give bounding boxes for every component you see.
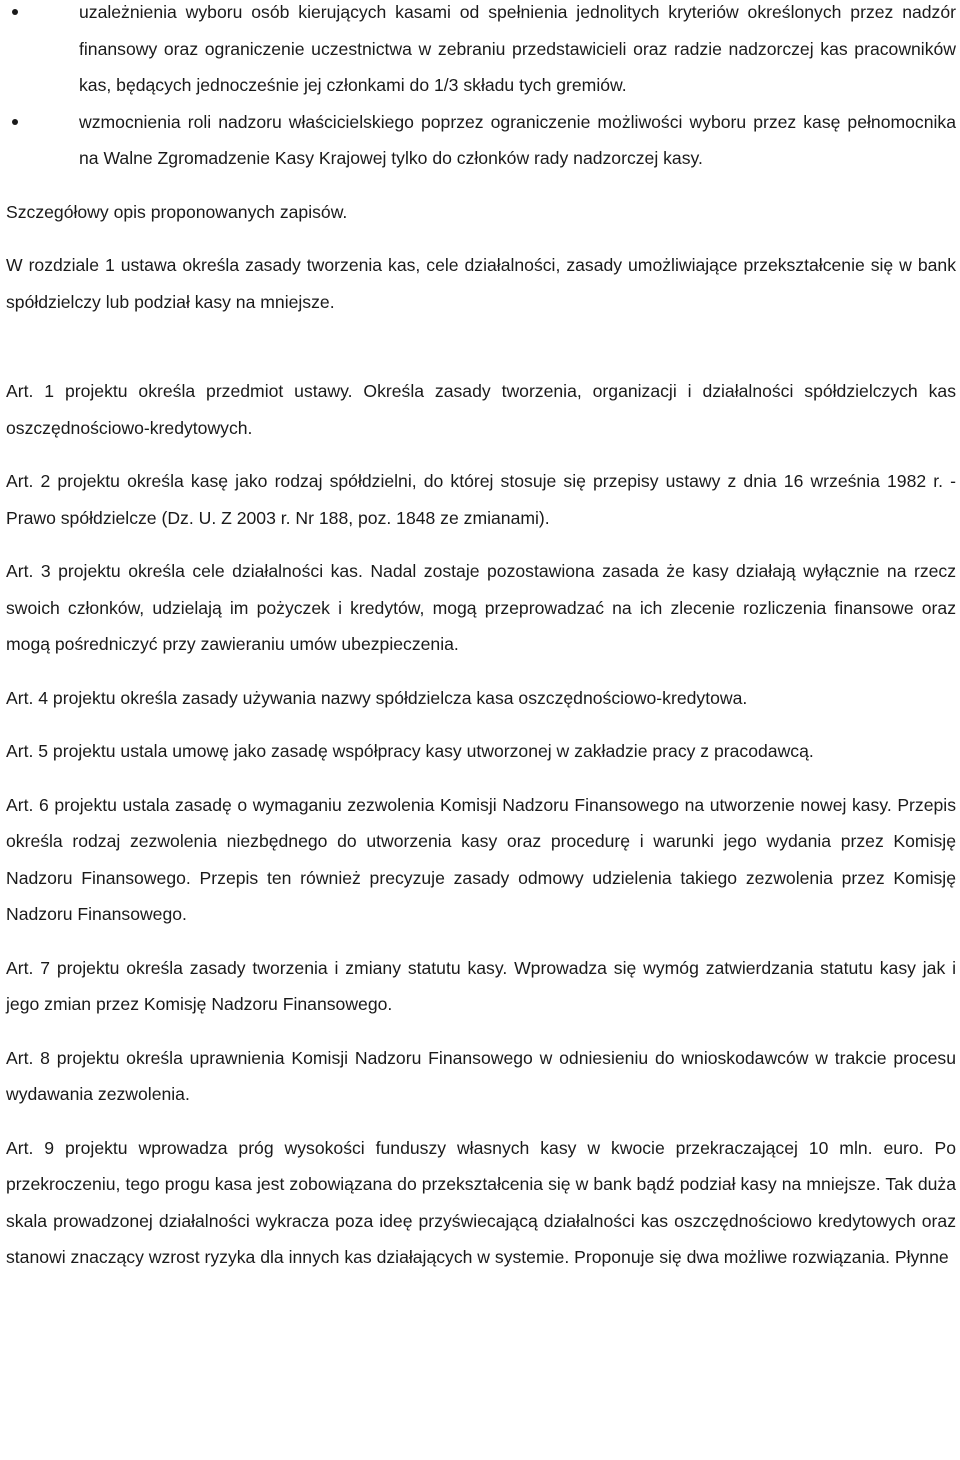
section-heading: Szczegółowy opis proponowanych zapisów. [6,201,348,222]
article-paragraph: Art. 2 projektu określa kasę jako rodzaj spółdzielni, do której stosuje się przepisy ustawy z dnia 16 września 1982 r. - Prawo spółdzielcze (Dz. U. Z 2003 r. Nr 188, poz. 1848 ze zmianami). [6,471,956,528]
bullet-text: wzmocnienia roli nadzoru właścicielskiego poprzez ograniczenie możliwości wyboru przez kasę pełnomocnika na Walne Zgromadzenie Kasy Krajowej tylko do członków rady nadzorczej kasy. [79,111,956,168]
article-paragraph: Art. 8 projektu określa uprawnienia Komisji Nadzoru Finansowego w odniesieniu do wnioskodawców w trakcie procesu wydawania zezwolenia. [6,1047,956,1104]
article-paragraph: Art. 7 projektu określa zasady tworzenia i zmiany statutu kasy. Wprowadza się wymóg zatwierdzania statutu kasy jak i jego zmian przez Komisję Nadzoru Finansowego. [6,957,956,1014]
bullet-list [6,0,956,177]
article-paragraph: Art. 9 projektu wprowadza próg wysokości funduszy własnych kasy w kwocie przekraczającej 10 mln. euro. Po przekroczeniu, tego progu kasa jest zobowiązana do przekształcenia się w bank bądź podział kasy na mniejsze. Tak duża skala prowadzonej działalności wykracza poza ideę przyświecającą działalności kas oszczędnościowo kredytowych oraz stanowi znaczący wzrost ryzyka dla innych kas działających w systemie. Proponuje się dwa możliwe rozwiązania. Płynne [6,1137,956,1267]
bullet-dot-icon [12,119,18,125]
article-paragraph: Art. 4 projektu określa zasady używania nazwy spółdzielcza kasa oszczędnościowo-kredytowa. [6,687,748,708]
article-paragraph: Art. 3 projektu określa cele działalności kas. Nadal zostaje pozostawiona zasada że kasy działają wyłącznie na rzecz swoich członków, udzielają im pożyczek i kredytów, mogą przeprowadzać na ich zlecenie rozliczenia finansowe oraz mogą pośredniczyć przy zawieraniu umów ubezpieczenia. [6,561,956,654]
document-page [6,0,956,1276]
bullet-item [6,104,956,177]
bullet-item [6,0,956,104]
bullet-dot-icon [12,9,18,15]
bullet-text: uzależnienia wyboru osób kierujących kasami od spełnienia jednolitych kryteriów określonych przez nadzór finansowy oraz ograniczenie uczestnictwa w zebraniu przedstawicieli oraz radzie nadzorczej kas pracowników kas, będących jednocześnie jej członkami do 1/3 składu tych gremiów. [79,2,956,95]
chapter-intro-paragraph: W rozdziale 1 ustawa określa zasady tworzenia kas, cele działalności, zasady umożliwiające przekształcenie się w bank spółdzielczy lub podział kasy na mniejsze. [6,255,956,312]
article-paragraph: Art. 5 projektu ustala umowę jako zasadę współpracy kasy utworzonej w zakładzie pracy z pracodawcą. [6,741,814,761]
article-paragraph: Art. 6 projektu ustala zasadę o wymaganiu zezwolenia Komisji Nadzoru Finansowego na utworzenie nowej kasy. Przepis określa rodzaj zezwolenia niezbędnego do utworzenia kasy oraz procedurę i warunki jego wydania przez Komisję Nadzoru Finansowego. Przepis ten również precyzuje zasady odmowy udzielenia takiego zezwolenia przez Komisję Nadzoru Finansowego. [6,794,956,924]
article-paragraph: Art. 1 projektu określa przedmiot ustawy. Określa zasady tworzenia, organizacji i działalności spółdzielczych kas oszczędnościowo-kredytowych. [6,381,956,438]
